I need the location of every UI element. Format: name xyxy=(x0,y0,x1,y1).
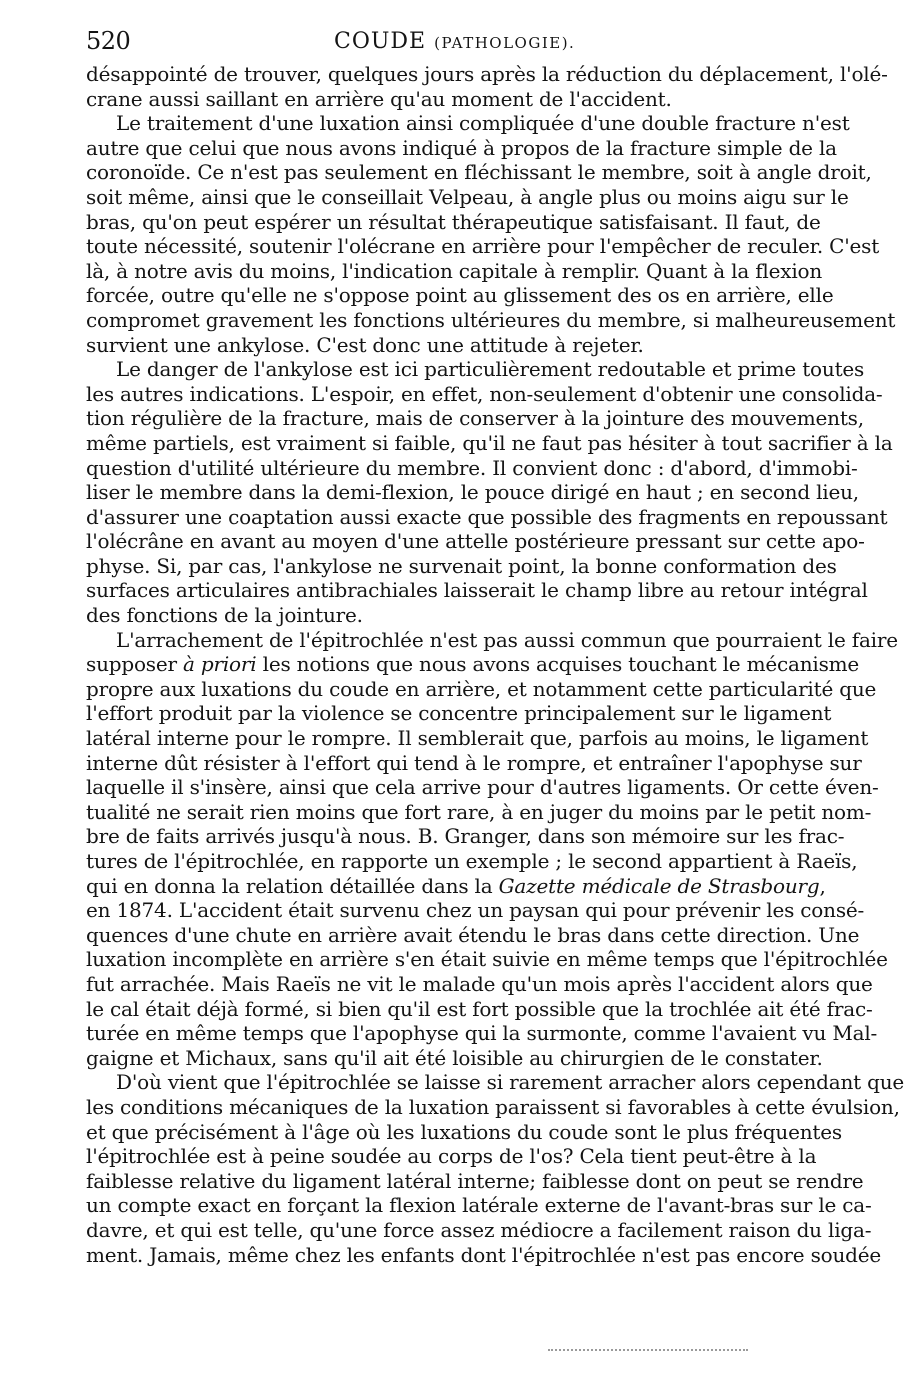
text-line: compromet gravement les fonctions ultérieures du membre, si malheureusement xyxy=(86,307,896,332)
text-line: physe. Si, par cas, l'ankylose ne survenait point, la bonne conformation des xyxy=(86,553,837,578)
text-line: quences d'une chute en arrière avait étendu le bras dans cette direction. Une xyxy=(86,922,860,947)
text-line: luxation incomplète en arrière s'en était suivie en même temps que l'épitrochlée xyxy=(86,947,888,972)
paragraph-start-line: Le traitement d'une luxation ainsi compliquée d'une double fracture n'est xyxy=(116,111,850,136)
text-line: davre, et qui est telle, qu'une force assez médiocre a facilement raison du liga- xyxy=(86,1217,872,1242)
text-line: les autres indications. L'espoir, en effet, non-seulement d'obtenir une consolida- xyxy=(86,381,883,406)
text-line: d'assurer une coaptation aussi exacte que possible des fragments en repoussant xyxy=(86,504,888,529)
running-head-subtitle: (PATHOLOGIE). xyxy=(434,34,576,52)
text-line: un compte exact en forçant la flexion latérale externe de l'avant-bras sur le ca- xyxy=(86,1193,872,1218)
text-line: ment. Jamais, même chez les enfants dont l'épitrochlée n'est pas encore soudée xyxy=(86,1242,882,1267)
text-line: soit même, ainsi que le conseillait Velpeau, à angle plus ou moins aigu sur le xyxy=(86,184,849,209)
text-line: qui en donna la relation détaillée dans la Gazette médicale de Strasbourg, xyxy=(86,873,826,898)
text-line: propre aux luxations du coude en arrière, et notamment cette particularité que xyxy=(86,676,877,701)
text-line: l'olécrâne en avant au moyen d'une attelle postérieure pressant sur cette apo- xyxy=(86,529,865,554)
text-line: l'épitrochlée est à peine soudée au corps de l'os? Cela tient peut-être à la xyxy=(86,1144,817,1169)
italic-phrase: à priori xyxy=(183,652,257,677)
text-line: liser le membre dans la demi-flexion, le pouce dirigé en haut ; en second lieu, xyxy=(86,480,859,505)
text-line: supposer à priori les notions que nous avons acquises touchant le mécanisme xyxy=(86,652,860,677)
text-line: gaigne et Michaux, sans qu'il ait été loisible au chirurgien de le constater. xyxy=(86,1045,823,1070)
text-line: crane aussi saillant en arrière qu'au moment de l'accident. xyxy=(86,86,672,111)
running-head xyxy=(334,29,575,54)
text-line: même partiels, est vraiment si faible, qu'il ne faut pas hésiter à tout sacrifier à la xyxy=(86,430,893,455)
text-line: tualité ne serait rien moins que fort rare, à en juger du moins par le petit nom- xyxy=(86,799,872,824)
body-text xyxy=(86,62,904,1267)
text-line: là, à notre avis du moins, l'indication capitale à remplir. Quant à la flexion xyxy=(86,258,823,283)
page-number: 520 xyxy=(86,27,131,55)
text-line: fut arrachée. Mais Raeïs ne vit le malade qu'un mois après l'accident alors que xyxy=(86,971,873,996)
paragraph-start-line: L'arrachement de l'épitrochlée n'est pas aussi commun que pourraient le faire xyxy=(116,627,898,652)
page-footer-marks xyxy=(548,1349,748,1357)
text-line: tures de l'épitrochlée, en rapporte un exemple ; le second appartient à Raeïs, xyxy=(86,849,858,873)
text-line: bras, qu'on peut espérer un résultat thérapeutique satisfaisant. Il faut, de xyxy=(86,209,821,234)
text-line: interne dût résister à l'effort qui tend à le rompre, et entraîner l'apophyse sur xyxy=(86,750,862,775)
text-line: tion régulière de la fracture, mais de conserver à la jointure des mouvements, xyxy=(86,406,864,431)
text-line: des fonctions de la jointure. xyxy=(86,603,363,628)
text-line: bre de faits arrivés jusqu'à nous. B. Granger, dans son mémoire sur les frac- xyxy=(86,824,845,849)
paragraph-start-line: D'où vient que l'épitrochlée se laisse si rarement arracher alors cependant que xyxy=(116,1070,904,1095)
text-line: surfaces articulaires antibrachiales laisserait le champ libre au retour intégral xyxy=(86,578,868,603)
text-line: faiblesse relative du ligament latéral interne; faiblesse dont on peut se rendre xyxy=(86,1168,864,1193)
text-line: et que précisément à l'âge où les luxations du coude sont le plus fréquentes xyxy=(86,1119,842,1144)
text-line: l'effort produit par la violence se concentre principalement sur le ligament xyxy=(86,701,832,726)
text-line: toute nécessité, soutenir l'olécrane en arrière pour l'empêcher de reculer. C'est xyxy=(86,234,880,259)
text-line: coronoïde. Ce n'est pas seulement en fléchissant le membre, soit à angle droit, xyxy=(86,160,872,185)
text-line: survient une ankylose. C'est donc une attitude à rejeter. xyxy=(86,332,644,357)
text-line: désappointé de trouver, quelques jours après la réduction du déplacement, l'olé- xyxy=(86,62,888,86)
running-head-title: COUDE xyxy=(334,29,427,54)
text-line: forcée, outre qu'elle ne s'oppose point au glissement des os en arrière, elle xyxy=(86,283,834,308)
text-line: autre que celui que nous avons indiqué à propos de la fracture simple de la xyxy=(86,135,837,160)
text-line: le cal était déjà formé, si bien qu'il est fort possible que la trochlée ait été frac- xyxy=(86,996,873,1021)
text-line: question d'utilité ultérieure du membre. Il convient donc : d'abord, d'immobi- xyxy=(86,455,858,480)
page-header xyxy=(86,27,766,57)
paragraph-start-line: Le danger de l'ankylose est ici particulièrement redoutable et prime toutes xyxy=(116,357,865,382)
text-line: laquelle il s'insère, ainsi que cela arrive pour d'autres ligaments. Or cette éven- xyxy=(86,775,879,800)
text-line: les conditions mécaniques de la luxation paraissent si favorables à cette évulsion, xyxy=(86,1094,900,1119)
text-line: latéral interne pour le rompre. Il semblerait que, parfois au moins, le ligament xyxy=(86,726,869,751)
text-line: turée en même temps que l'apophyse qui la surmonte, comme l'avaient vu Mal- xyxy=(86,1021,878,1046)
italic-phrase: Gazette médicale de Strasbourg xyxy=(498,873,820,898)
text-line: en 1874. L'accident était survenu chez un paysan qui pour prévenir les consé- xyxy=(86,898,865,923)
